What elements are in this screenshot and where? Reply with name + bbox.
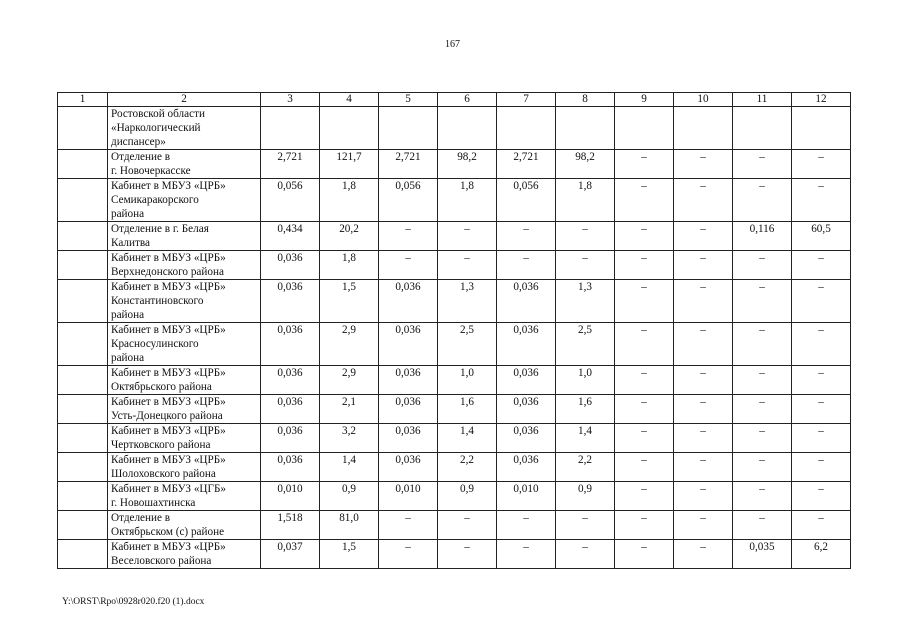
column-header: 7 [497,93,556,107]
institution-name-cell [108,511,261,540]
row-index-cell [58,222,108,251]
value-cell: – [792,453,851,482]
institution-name-line: Шолоховского района [111,468,216,480]
value-cell: 0,056 [379,179,438,222]
institution-name-line: Кабинет в МБУЗ «ЦРБ» [111,252,226,264]
row-index-cell [58,366,108,395]
value-cell: – [438,222,497,251]
value-cell [261,107,320,150]
column-header: 2 [108,93,261,107]
row-index-cell [58,511,108,540]
value-cell: 0,9 [438,482,497,511]
institution-name-line: Красносулинского [111,338,199,350]
row-index-cell [58,107,108,150]
value-cell: – [615,540,674,569]
institution-name-line: Кабинет в МБУЗ «ЦРБ» [111,281,226,293]
value-cell: – [792,366,851,395]
institution-name-cell [108,453,261,482]
value-cell: 0,036 [261,424,320,453]
value-cell: 1,5 [320,540,379,569]
table-row [58,323,851,366]
value-cell: 1,8 [320,251,379,280]
institution-name-line: района [111,352,145,364]
table-row [58,453,851,482]
institution-name-cell [108,540,261,569]
row-index-cell [58,395,108,424]
value-cell: 6,2 [792,540,851,569]
row-index-cell [58,482,108,511]
value-cell: 0,037 [261,540,320,569]
value-cell: 20,2 [320,222,379,251]
institution-name-cell [108,366,261,395]
table-row [58,222,851,251]
value-cell: – [615,395,674,424]
column-header: 1 [58,93,108,107]
institution-name-line: Кабинет в МБУЗ «ЦГБ» [111,483,226,495]
institution-name-line: Усть-Донецкого района [111,410,223,422]
row-index-cell [58,150,108,179]
value-cell: 1,4 [556,424,615,453]
row-index-cell [58,453,108,482]
value-cell: 1,4 [438,424,497,453]
value-cell [497,107,556,150]
value-cell: – [674,424,733,453]
institution-name-line: Чертковского района [111,439,211,451]
value-cell: 0,036 [379,323,438,366]
institution-name-line: Кабинет в МБУЗ «ЦРБ» [111,180,226,192]
table-body [58,93,851,569]
row-index-cell [58,323,108,366]
value-cell: 0,036 [497,424,556,453]
value-cell: 2,721 [497,150,556,179]
institution-name-line: района [111,208,145,220]
value-cell: – [733,424,792,453]
value-cell: 121,7 [320,150,379,179]
value-cell: – [615,280,674,323]
value-cell: 0,010 [261,482,320,511]
value-cell: – [556,222,615,251]
column-header: 8 [556,93,615,107]
institution-name-line: Верхнедонского района [111,266,224,278]
value-cell: – [674,540,733,569]
value-cell: 2,721 [379,150,438,179]
institution-name-line: диспансер» [111,136,166,148]
value-cell: – [615,179,674,222]
institution-name-cell [108,482,261,511]
value-cell: – [792,395,851,424]
value-cell: 2,721 [261,150,320,179]
value-cell: 0,036 [497,323,556,366]
table-row [58,540,851,569]
table-row [58,179,851,222]
institution-name-cell [108,251,261,280]
value-cell: 60,5 [792,222,851,251]
page-number: 167 [445,39,460,50]
value-cell: – [438,540,497,569]
value-cell: – [792,424,851,453]
value-cell: 98,2 [438,150,497,179]
institution-name-line: района [111,309,145,321]
value-cell: 0,036 [497,453,556,482]
value-cell: 0,010 [379,482,438,511]
value-cell: – [733,179,792,222]
value-cell: – [497,222,556,251]
row-index-cell [58,251,108,280]
value-cell [556,107,615,150]
value-cell: 1,6 [438,395,497,424]
value-cell: 1,4 [320,453,379,482]
value-cell: 1,8 [556,179,615,222]
value-cell: – [497,251,556,280]
value-cell: – [733,280,792,323]
institution-name-line: г. Новочеркасске [111,165,191,177]
column-header: 10 [674,93,733,107]
institution-name-cell [108,323,261,366]
value-cell: 1,6 [556,395,615,424]
value-cell: – [792,179,851,222]
value-cell: – [497,511,556,540]
value-cell: – [615,251,674,280]
institution-name-line: Кабинет в МБУЗ «ЦРБ» [111,396,226,408]
file-path-footer: Y:\ORST\Rpo\0928r020.f20 (1).docx [62,597,205,607]
value-cell: 2,9 [320,366,379,395]
value-cell: 2,1 [320,395,379,424]
value-cell: – [379,511,438,540]
column-header: 6 [438,93,497,107]
institution-name-line: Семикаракорского [111,194,199,206]
value-cell: 0,036 [497,366,556,395]
institution-name-line: Кабинет в МБУЗ «ЦРБ» [111,367,226,379]
value-cell: – [674,395,733,424]
value-cell: – [674,150,733,179]
value-cell: – [615,222,674,251]
table-row [58,395,851,424]
value-cell: 2,5 [438,323,497,366]
column-header: 11 [733,93,792,107]
value-cell: 0,036 [379,453,438,482]
value-cell: 1,0 [438,366,497,395]
value-cell: – [733,366,792,395]
value-cell: – [438,251,497,280]
value-cell: – [674,366,733,395]
value-cell [733,107,792,150]
institution-name-line: Кабинет в МБУЗ «ЦРБ» [111,541,226,553]
institution-name-line: Октябрьского района [111,381,212,393]
value-cell: – [497,540,556,569]
value-cell: – [674,482,733,511]
value-cell: – [438,511,497,540]
institution-name-line: Калитва [111,237,150,249]
institution-name-cell [108,222,261,251]
institution-name-line: г. Новошахтинска [111,497,196,509]
value-cell: – [792,251,851,280]
column-header: 4 [320,93,379,107]
value-cell: – [733,150,792,179]
value-cell: – [674,251,733,280]
institution-name-line: Отделение в [111,151,171,163]
column-header: 12 [792,93,851,107]
value-cell: 2,9 [320,323,379,366]
value-cell: – [733,482,792,511]
value-cell: 1,3 [438,280,497,323]
value-cell: 0,036 [497,280,556,323]
institution-name-cell [108,107,261,150]
value-cell: 0,036 [379,280,438,323]
value-cell: – [792,482,851,511]
value-cell: 0,036 [379,366,438,395]
institution-name-line: Отделение в г. Белая [111,223,209,235]
value-cell: – [674,323,733,366]
institution-name-line: Веселовского района [111,555,212,567]
table-row [58,107,851,150]
value-cell: 0,116 [733,222,792,251]
value-cell: – [615,366,674,395]
column-header: 9 [615,93,674,107]
value-cell: – [556,251,615,280]
value-cell: 1,3 [556,280,615,323]
column-number-row [58,93,851,107]
value-cell: – [674,222,733,251]
table-row [58,366,851,395]
value-cell: – [792,150,851,179]
institution-name-line: Константиновского [111,295,204,307]
institution-name-cell [108,395,261,424]
value-cell: 0,036 [261,453,320,482]
institution-name-line: Октябрьском (с) районе [111,526,225,538]
value-cell: 0,036 [497,395,556,424]
institution-name-line: Ростовской области [111,108,205,120]
table-row [58,251,851,280]
value-cell: 0,036 [379,424,438,453]
value-cell [792,107,851,150]
column-header: 5 [379,93,438,107]
value-cell: – [733,323,792,366]
institution-name-line: «Наркологический [111,122,201,134]
table-row [58,424,851,453]
data-table [57,92,851,569]
value-cell [379,107,438,150]
value-cell: 3,2 [320,424,379,453]
value-cell [438,107,497,150]
table-row [58,150,851,179]
value-cell: 0,036 [261,366,320,395]
value-cell: 0,9 [556,482,615,511]
value-cell: – [379,251,438,280]
value-cell: 0,036 [261,251,320,280]
value-cell: – [674,511,733,540]
value-cell: 1,518 [261,511,320,540]
value-cell [320,107,379,150]
value-cell: 0,036 [379,395,438,424]
institution-name-cell [108,179,261,222]
value-cell: 1,5 [320,280,379,323]
institution-name-line: Кабинет в МБУЗ «ЦРБ» [111,425,226,437]
value-cell: – [733,453,792,482]
institution-name-line: Кабинет в МБУЗ «ЦРБ» [111,324,226,336]
value-cell: 98,2 [556,150,615,179]
value-cell: 0,036 [261,395,320,424]
value-cell: – [733,511,792,540]
value-cell: 0,056 [261,179,320,222]
value-cell: 0,035 [733,540,792,569]
value-cell: 0,9 [320,482,379,511]
institution-name-cell [108,150,261,179]
value-cell: – [674,179,733,222]
row-index-cell [58,280,108,323]
value-cell [674,107,733,150]
value-cell: – [615,323,674,366]
value-cell: – [379,222,438,251]
value-cell: – [379,540,438,569]
value-cell: 2,2 [556,453,615,482]
row-index-cell [58,540,108,569]
value-cell: – [674,453,733,482]
value-cell: 0,434 [261,222,320,251]
value-cell: 2,2 [438,453,497,482]
value-cell: 0,036 [261,323,320,366]
value-cell: – [733,395,792,424]
value-cell: 1,8 [320,179,379,222]
value-cell: – [792,511,851,540]
value-cell: – [615,150,674,179]
value-cell: – [615,511,674,540]
value-cell: – [556,540,615,569]
value-cell: – [615,424,674,453]
table-row [58,280,851,323]
value-cell: 0,010 [497,482,556,511]
value-cell: – [556,511,615,540]
value-cell: 0,036 [261,280,320,323]
value-cell: – [733,251,792,280]
table-row [58,482,851,511]
institution-name-line: Кабинет в МБУЗ «ЦРБ» [111,454,226,466]
institution-name-line: Отделение в [111,512,171,524]
column-header: 3 [261,93,320,107]
institution-name-cell [108,280,261,323]
value-cell [615,107,674,150]
value-cell: 0,056 [497,179,556,222]
value-cell: 1,8 [438,179,497,222]
row-index-cell [58,179,108,222]
value-cell: – [792,323,851,366]
value-cell: – [674,280,733,323]
institution-name-cell [108,424,261,453]
value-cell: – [792,280,851,323]
value-cell: – [615,482,674,511]
row-index-cell [58,424,108,453]
value-cell: 2,5 [556,323,615,366]
value-cell: 1,0 [556,366,615,395]
value-cell: – [615,453,674,482]
value-cell: 81,0 [320,511,379,540]
table-row [58,511,851,540]
